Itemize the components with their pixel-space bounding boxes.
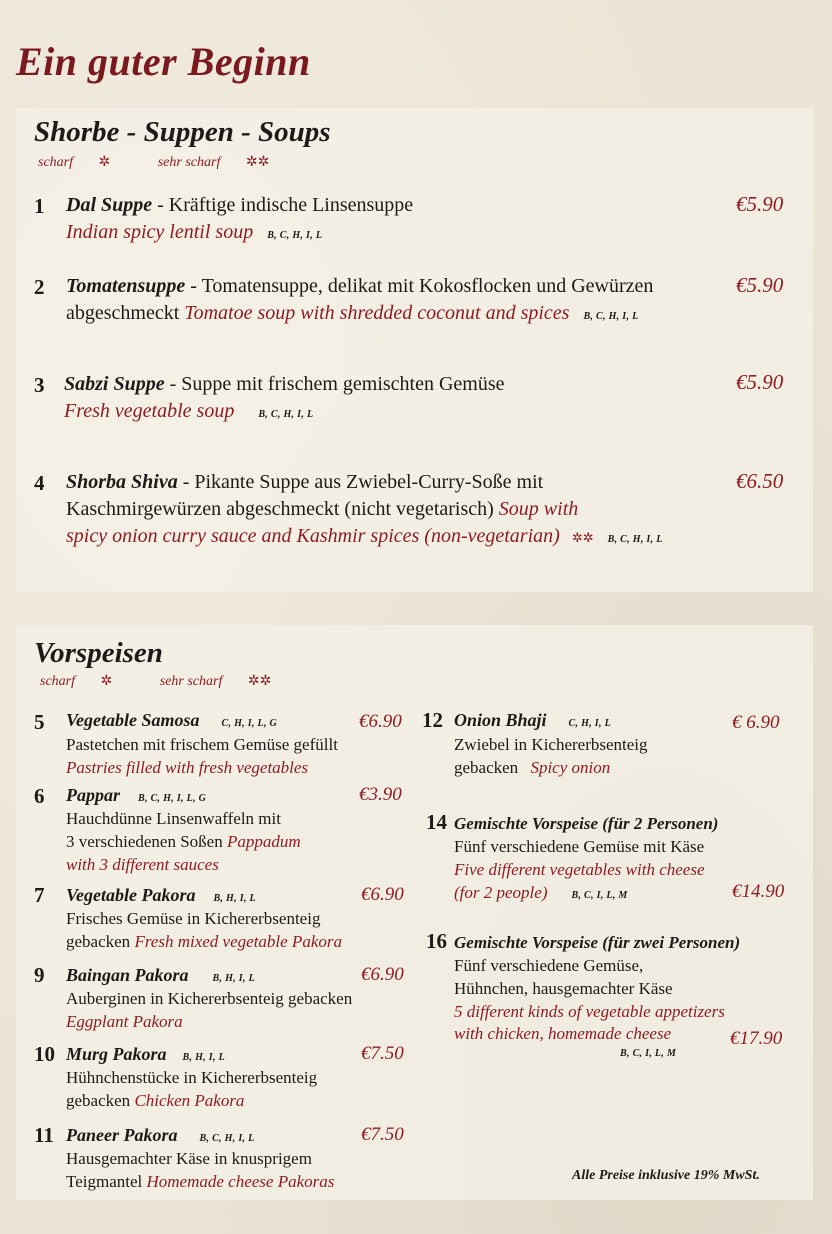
chili-icon: ✲	[98, 155, 111, 170]
allergen-codes: B, H, I, L	[182, 1052, 225, 1063]
chili-icon: ✲✲	[247, 674, 272, 689]
item-number: 14	[426, 810, 447, 834]
item-name: Baingan Pakora	[66, 965, 189, 985]
item-description-en: Indian spicy lentil soup	[66, 221, 254, 243]
item-description-de: Frisches Gemüse in Kichererbsenteig	[66, 909, 321, 928]
item-number: 11	[34, 1123, 54, 1147]
item-description-de: - Pikante Suppe aus Zwiebel-Curry-Soße mit	[177, 471, 544, 493]
item-name: Gemischte Vorspeise (für zwei Personen)	[454, 933, 741, 952]
item-price: € 6.90	[732, 712, 780, 733]
item-name: Vegetable Pakora	[66, 885, 196, 905]
allergen-codes: C, H, I, L, G	[221, 718, 278, 729]
item-description-de: Zwiebel in Kichererbsenteig	[454, 735, 648, 754]
item-price: €5.90	[736, 273, 784, 297]
item-description-de: - Suppe mit frischem gemischten Gemüse	[164, 373, 505, 395]
item-price: €7.50	[361, 1043, 404, 1064]
item-description-en: Spicy onion	[530, 758, 611, 777]
item-number: 4	[34, 471, 45, 495]
allergen-codes: B, C, H, I, L	[199, 1133, 255, 1144]
item-description-en: Soup with	[498, 498, 579, 520]
item-price: €7.50	[361, 1124, 404, 1145]
legend-very-hot: sehr scharf ✲✲	[157, 155, 270, 170]
item-name: Gemischte Vorspeise (für 2 Personen)	[454, 814, 719, 833]
item-description-en-cont: with 3 different sauces	[66, 855, 219, 874]
soups-section	[16, 108, 813, 592]
item-price: €14.90	[732, 881, 785, 902]
item-number: 5	[34, 710, 45, 734]
item-name: Pappar	[66, 785, 120, 805]
chili-icon: ✲	[100, 674, 113, 689]
item-name: Tomatensuppe	[66, 275, 186, 297]
item-description-de: - Kräftige indische Linsensuppe	[152, 194, 414, 216]
heat-legend	[40, 673, 315, 690]
item-name: Shorba Shiva	[66, 471, 178, 493]
item-number: 16	[426, 929, 447, 953]
item-description-de: Hauchdünne Linsenwaffeln mit	[66, 809, 281, 828]
item-number: 1	[34, 194, 45, 218]
legend-hot: scharf ✲	[40, 674, 113, 689]
tax-note: Alle Preise inklusive 19% MwSt.	[572, 1168, 760, 1183]
item-description-en: Homemade cheese Pakoras	[146, 1172, 335, 1191]
allergen-codes: B, C, H, I, L, G	[138, 793, 207, 804]
item-description-en-cont: (for 2 people)	[454, 883, 548, 902]
item-description-en: Pastries filled with fresh vegetables	[66, 758, 309, 777]
item-number: 9	[34, 963, 45, 987]
item-description-en: Eggplant Pakora	[66, 1012, 183, 1031]
item-description-en: Tomatoe soup with shredded coconut and spices	[184, 302, 570, 324]
item-description-de: Hausgemachter Käse in knusprigem	[66, 1149, 312, 1168]
allergen-codes: B, C, H, I, L	[267, 230, 323, 241]
page-title: Ein guter Beginn	[16, 39, 311, 84]
item-number: 10	[34, 1042, 55, 1066]
item-description-en: Chicken Pakora	[134, 1091, 245, 1110]
item-description-de-cont: Hühnchen, hausgemachter Käse	[454, 979, 673, 998]
item-description-en-cont: with chicken, homemade cheese	[454, 1024, 672, 1043]
item-description-de: Pastetchen mit frischem Gemüse gefüllt	[66, 735, 338, 754]
allergen-codes: B, C, I, L, M	[571, 890, 628, 901]
item-description-de: Fünf verschiedene Gemüse,	[454, 956, 644, 975]
starters-title: Vorspeisen	[34, 637, 163, 669]
item-name: Sabzi Suppe	[64, 373, 165, 395]
allergen-codes: B, C, H, I, L	[607, 534, 663, 545]
item-name: Onion Bhaji	[454, 710, 547, 730]
item-number: 2	[34, 275, 45, 299]
item-price: €17.90	[730, 1028, 783, 1049]
item-description-en: Pappadum	[226, 832, 301, 851]
item-name: Murg Pakora	[66, 1044, 167, 1064]
item-name: Vegetable Samosa	[66, 710, 200, 730]
item-price: €6.90	[361, 884, 404, 905]
item-description-en: Fresh mixed vegetable Pakora	[134, 932, 342, 951]
allergen-codes: B, C, I, L, M	[620, 1048, 677, 1059]
item-name: Paneer Pakora	[66, 1125, 178, 1145]
item-price: €6.90	[359, 711, 402, 732]
allergen-codes: B, H, I, L	[213, 893, 256, 904]
allergen-codes: B, H, I, L	[212, 973, 255, 984]
legend-hot: scharf ✲	[38, 155, 111, 170]
item-description-en: Fresh vegetable soup	[64, 400, 235, 422]
item-price: €6.50	[736, 469, 784, 493]
item-name: Dal Suppe	[66, 194, 153, 216]
item-description-de: Hühnchenstücke in Kichererbsenteig	[66, 1068, 318, 1087]
item-description-de-cont: abgeschmeckt	[66, 302, 185, 324]
item-number: 7	[34, 883, 45, 907]
item-price: €5.90	[736, 370, 784, 394]
allergen-codes: C, H, I, L	[568, 718, 611, 729]
item-description-de-cont: Kaschmirgewürzen abgeschmeckt (nicht vegetarisch)	[66, 498, 499, 520]
item-number: 12	[422, 708, 443, 732]
item-price: €6.90	[361, 964, 404, 985]
item-description-en-cont: spicy onion curry sauce and Kashmir spices (non-vegetarian)	[66, 525, 560, 547]
item-number: 6	[34, 784, 45, 808]
soups-title: Shorbe - Suppen - Soups	[34, 116, 331, 148]
starters-section: Vorspeisen scharf ✲ sehr scharf ✲✲ 5 Vegetable Samosa C, H, I, L, G €6.90 Pastetchen mit frischem Gemüse gefüllt Pastries filled with fresh vegetables 6 Pappar B, C, H, I, L, G €3.90 Hauchdünne Linsenwaffeln mit 3 verschiedenen Soßen Pappadum with 3 different sauces 7 Vegetable Pakora B, H, I, L €6.90 Frisches Gemüse in Kichererbsenteig gebacken Fresh mixed vegetable Pakora 9 Baingan Pakora B, H, I, L €6.90 Auberginen in Kichererbsenteig gebacken Eggplant Pakora 10 Murg Pakora B, H, I, L €7.50 Hühnchenstücke in Kichererbsenteig gebacken Chicken Pakora 11 Paneer Pakora B, C, H, I, L €7.50 Hausgemachter Käse in knusprigem Teigmantel Homemade cheese Pakoras 12 Onion Bhaji C, H, I, L € 6.90 Zwiebel in Kichererbsenteig gebacken Spicy onion 14 Gemischte Vorspeise (für 2 Personen) Fünf verschiedene Gemüse mit Käse Five different vegetables with cheese (for 2 people) B, C, I, L, M €14.90 16 Gemischte Vorspeise (für zwei Personen) Fünf verschiedene Gemüse, Hühnchen, hausgemachter Käse 5 different kinds of vegetable appetizers with chicken, homemade cheese €17.90 B, C, I, L, M	[16, 625, 813, 1200]
chili-icon: ✲✲	[571, 530, 594, 545]
item-price: €5.90	[736, 192, 784, 216]
allergen-codes: B, C, H, I, L	[583, 311, 639, 322]
item-price: €3.90	[359, 784, 402, 805]
item-description-de: - Tomatensuppe, delikat mit Kokosflocken und Gewürzen	[185, 275, 654, 297]
item-description-de: Auberginen in Kichererbsenteig gebacken	[66, 989, 353, 1008]
item-number: 3	[34, 373, 45, 397]
allergen-codes: B, C, H, I, L	[258, 409, 314, 420]
item-description-en: 5 different kinds of vegetable appetizers	[454, 1002, 725, 1021]
heat-legend	[38, 154, 313, 171]
chili-icon: ✲✲	[245, 155, 270, 170]
legend-very-hot: sehr scharf ✲✲	[159, 674, 272, 689]
item-description-de: Fünf verschiedene Gemüse mit Käse	[454, 837, 705, 856]
item-description-en: Five different vegetables with cheese	[454, 860, 705, 879]
